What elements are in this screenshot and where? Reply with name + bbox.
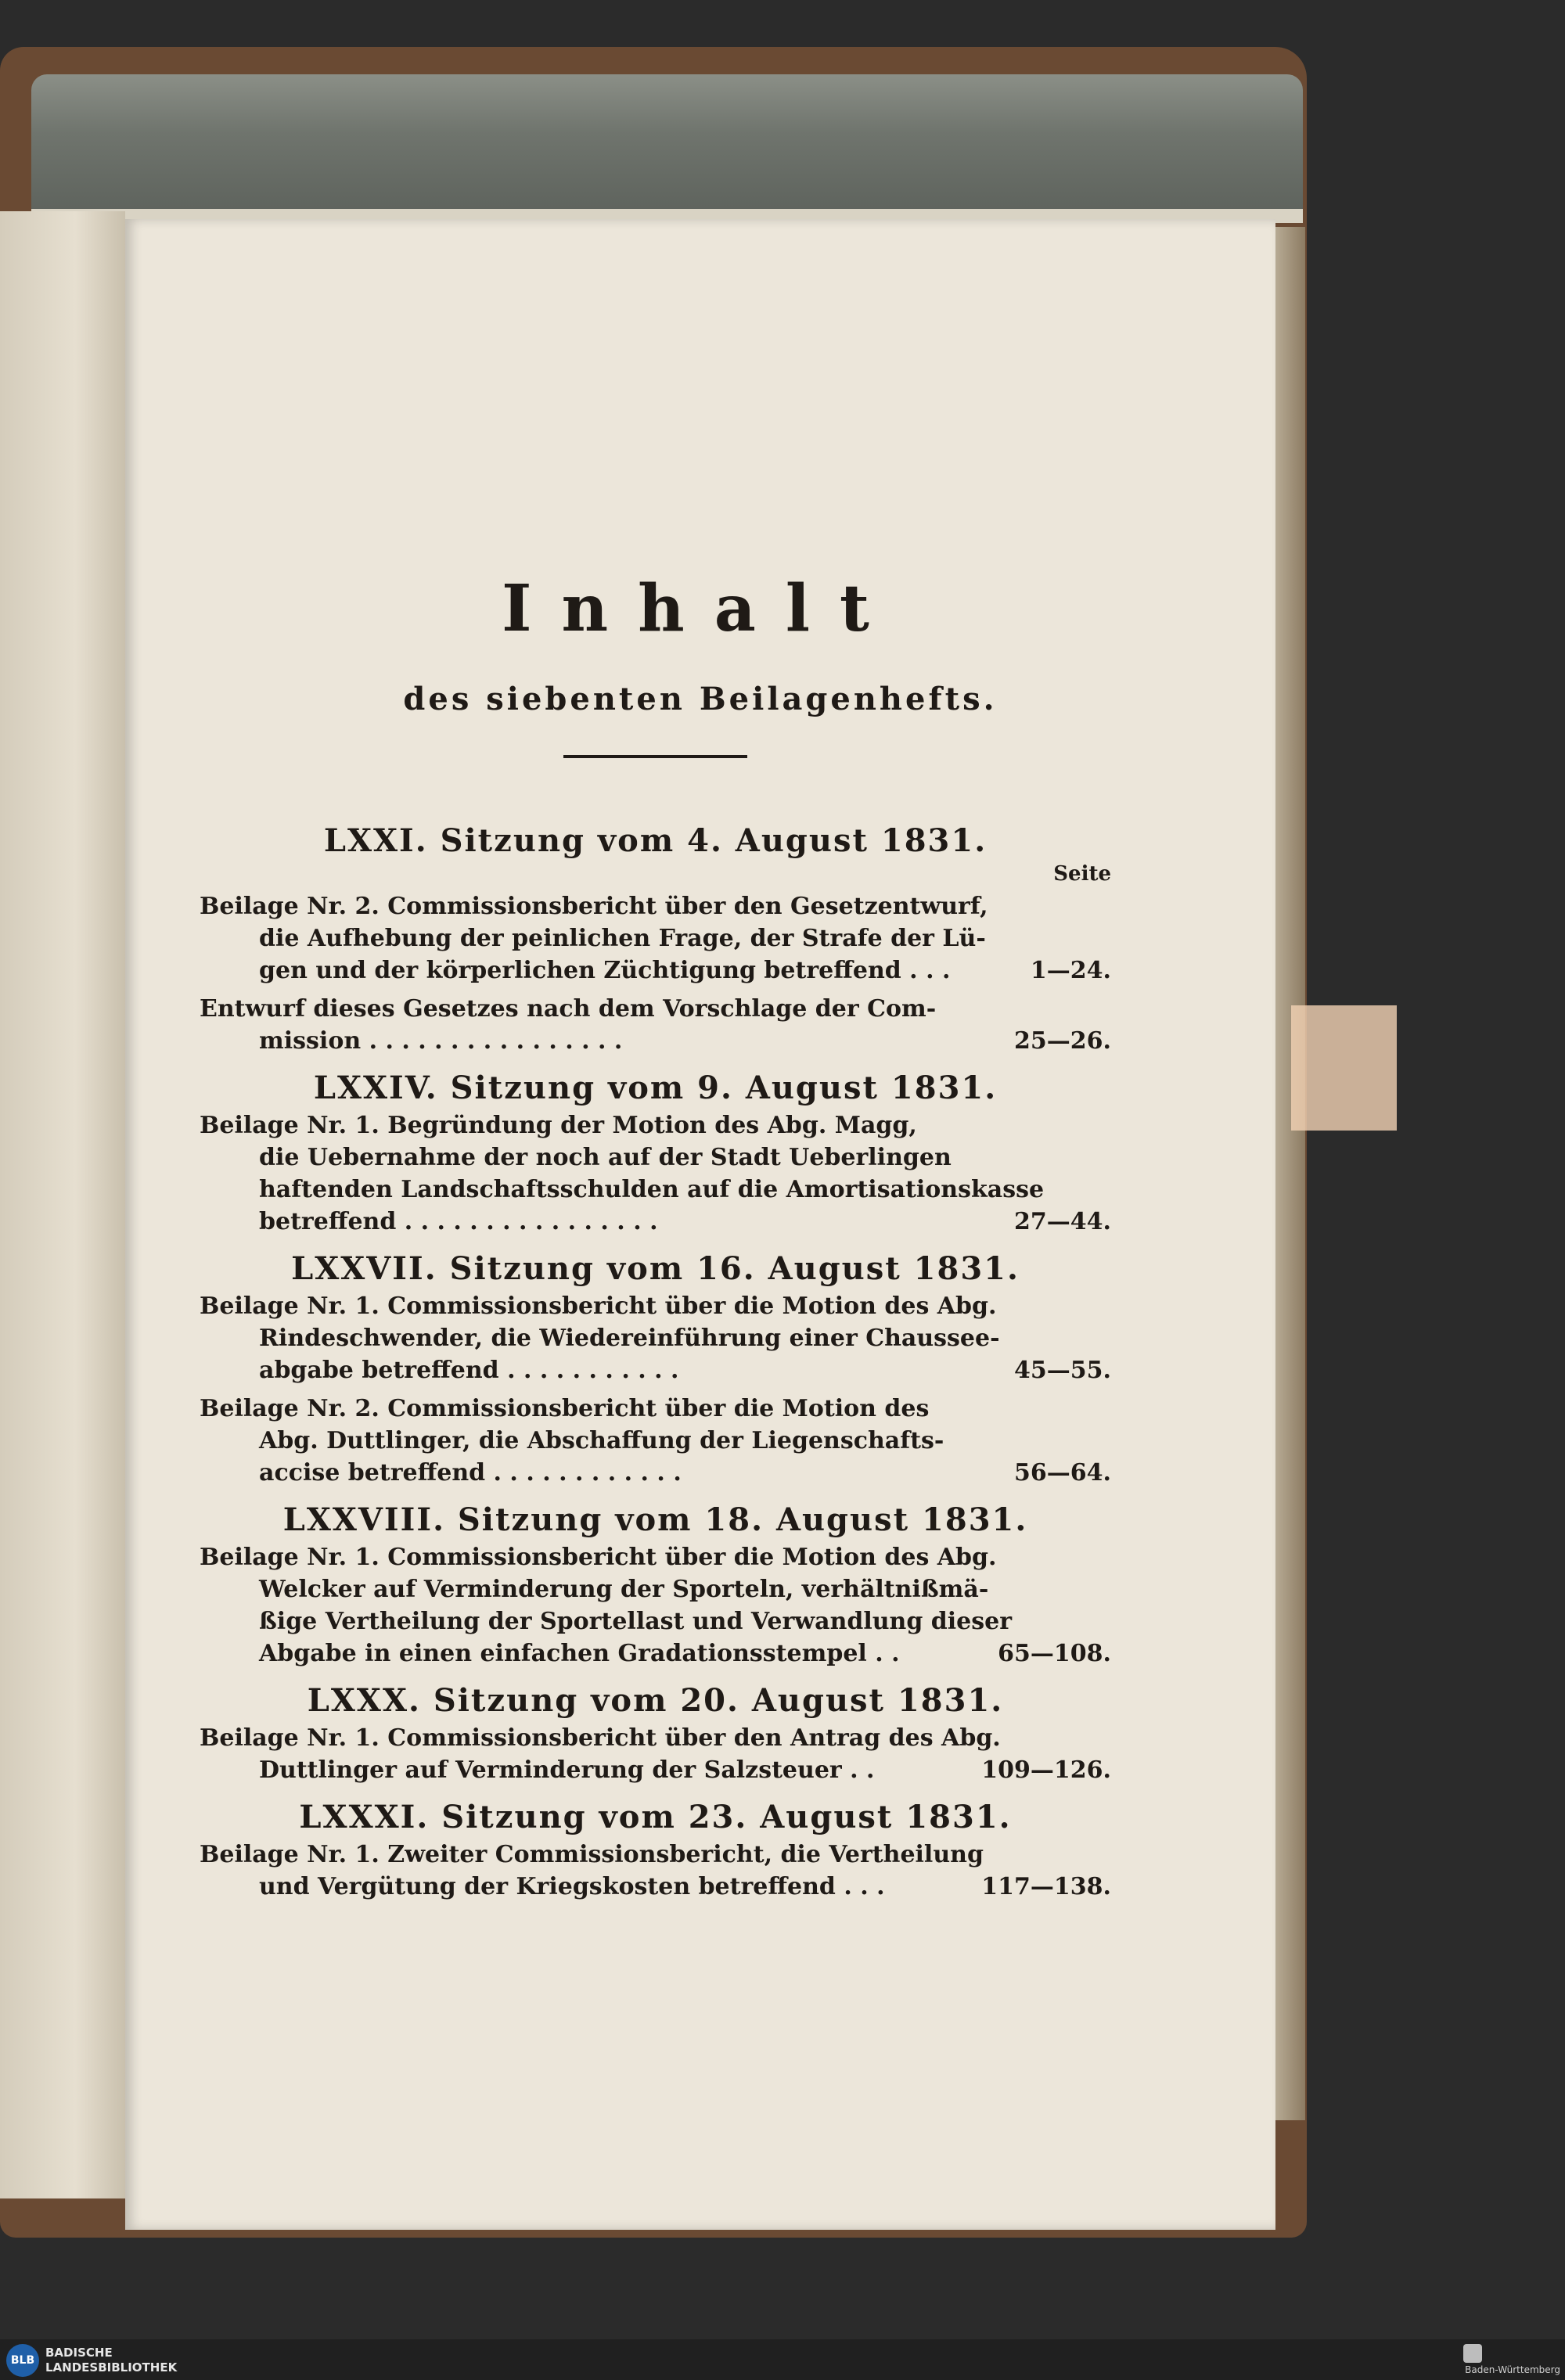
entry-lead: Beilage Nr. 1. Begründung der Motion des Abg. Magg, [200, 1112, 917, 1139]
entry-text: ßige Vertheilung der Sportellast und Verwandlung dieser [259, 1608, 1013, 1635]
entry-text: die Aufhebung der peinlichen Frage, der Strafe der Lü- [259, 925, 986, 952]
left-page [0, 211, 125, 2198]
session-heading: LXXXI. Sitzung vom 23. August 1831. [299, 1799, 1012, 1835]
toc-entry [200, 1109, 1111, 1238]
entry-line [200, 955, 1111, 987]
entry-line [200, 1025, 1111, 1057]
session-block [200, 1682, 1111, 1786]
entry-line [200, 1754, 1111, 1786]
entry-line [200, 1573, 1111, 1605]
session-heading: LXXX. Sitzung vom 20. August 1831. [307, 1682, 1004, 1719]
entry-line [200, 1322, 1111, 1354]
entry-text: Welcker auf Verminderung der Sporteln, verhältnißmä- [259, 1576, 989, 1603]
entry-pages: 117—138. [981, 1873, 1111, 1900]
entry-text: Duttlinger auf Verminderung der Salzsteuer . . [259, 1756, 875, 1784]
state-label: Baden-Württemberg [1465, 2364, 1560, 2375]
session-block [200, 1501, 1111, 1670]
book-page [125, 219, 1275, 2230]
toc-entry [200, 1393, 1111, 1489]
entry-lead: Beilage Nr. 2. Commissionsbericht über den Gesetzentwurf, [200, 893, 988, 920]
entry-line [200, 1425, 1111, 1457]
session-block [200, 1799, 1111, 1903]
entry-text: haftenden Landschaftsschulden auf die Amortisationskasse [259, 1176, 1045, 1203]
entry-text: und Vergütung der Kriegskosten betreffend . . . [259, 1873, 885, 1900]
entry-text: accise betreffend . . . . . . . . . . . . [259, 1459, 682, 1487]
entry-line [200, 1605, 1111, 1638]
session-heading: LXXIV. Sitzung vom 9. August 1831. [313, 1070, 998, 1106]
session-heading: LXXVII. Sitzung vom 16. August 1831. [291, 1250, 1020, 1287]
state-emblem-icon [1463, 2344, 1482, 2363]
entry-pages: 27—44. [1014, 1208, 1111, 1235]
toc-entry [200, 993, 1111, 1057]
session-heading: LXXI. Sitzung vom 4. August 1831. [323, 822, 988, 859]
session-heading: LXXVIII. Sitzung vom 18. August 1831. [282, 1501, 1028, 1538]
entry-lead: Beilage Nr. 1. Commissionsbericht über die Motion des Abg. [200, 1292, 997, 1320]
entry-pages: 56—64. [1014, 1459, 1111, 1487]
toc-entry [200, 890, 1111, 987]
entry-pages: 25—26. [1014, 1027, 1111, 1055]
entry-lead: Beilage Nr. 1. Commissionsbericht über die Motion des Abg. [200, 1544, 997, 1571]
entry-pages: 1—24. [1030, 957, 1111, 984]
footer-bar [0, 2339, 1565, 2380]
entry-text: Rindeschwender, die Wiedereinführung einer Chaussee- [259, 1325, 1000, 1352]
entry-pages: 65—108. [998, 1640, 1111, 1667]
page-edge [1274, 227, 1305, 2120]
table-of-contents [200, 810, 1111, 1909]
entry-line [200, 1141, 1111, 1174]
library-name-line1: BADISCHE [45, 2346, 113, 2360]
paper-tab-mark [1291, 1005, 1397, 1131]
entry-line [200, 1354, 1111, 1386]
entry-lead: Beilage Nr. 1. Commissionsbericht über den Antrag des Abg. [200, 1724, 1001, 1752]
toc-entry [200, 1290, 1111, 1386]
entry-line [200, 1206, 1111, 1238]
entry-text: Abg. Duttlinger, die Abschaffung der Liegenschafts- [259, 1427, 944, 1454]
page-subtitle: des siebenten Beilagenhefts. [403, 681, 998, 717]
session-block [200, 1250, 1111, 1489]
toc-entry [200, 1722, 1111, 1786]
library-logo: BLB [6, 2344, 39, 2377]
entry-lead: Beilage Nr. 1. Zweiter Commissionsbericht, die Vertheilung [200, 1841, 984, 1868]
entry-text: die Uebernahme der noch auf der Stadt Ueberlingen [259, 1144, 952, 1171]
entry-text: gen und der körperlichen Züchtigung betreffend . . . [259, 957, 951, 984]
entry-pages: 109—126. [981, 1756, 1111, 1784]
entry-text: abgabe betreffend . . . . . . . . . . . [259, 1357, 679, 1384]
entry-line [200, 1638, 1111, 1670]
session-block [200, 1070, 1111, 1238]
entry-line [200, 1871, 1111, 1903]
page-column-label: Seite [1053, 862, 1111, 886]
page-title: Inhalt [502, 571, 899, 646]
entry-line [200, 922, 1111, 955]
title-rule [563, 755, 747, 758]
toc-entry [200, 1839, 1111, 1903]
session-block [200, 822, 1111, 1057]
entry-line [200, 1457, 1111, 1489]
entry-lead: Entwurf dieses Gesetzes nach dem Vorschlage der Com- [200, 995, 937, 1023]
entry-text: Abgabe in einen einfachen Gradationsstempel . . [259, 1640, 900, 1667]
book-top-edge [31, 74, 1303, 223]
library-name-line2: LANDESBIBLIOTHEK [45, 2360, 178, 2375]
entry-text: betreffend . . . . . . . . . . . . . . . . [259, 1208, 658, 1235]
entry-line [200, 1174, 1111, 1206]
entry-text: mission . . . . . . . . . . . . . . . . [259, 1027, 623, 1055]
toc-entry [200, 1541, 1111, 1670]
entry-pages: 45—55. [1014, 1357, 1111, 1384]
library-name [45, 2346, 177, 2375]
entry-lead: Beilage Nr. 2. Commissionsbericht über die Motion des [200, 1395, 930, 1422]
